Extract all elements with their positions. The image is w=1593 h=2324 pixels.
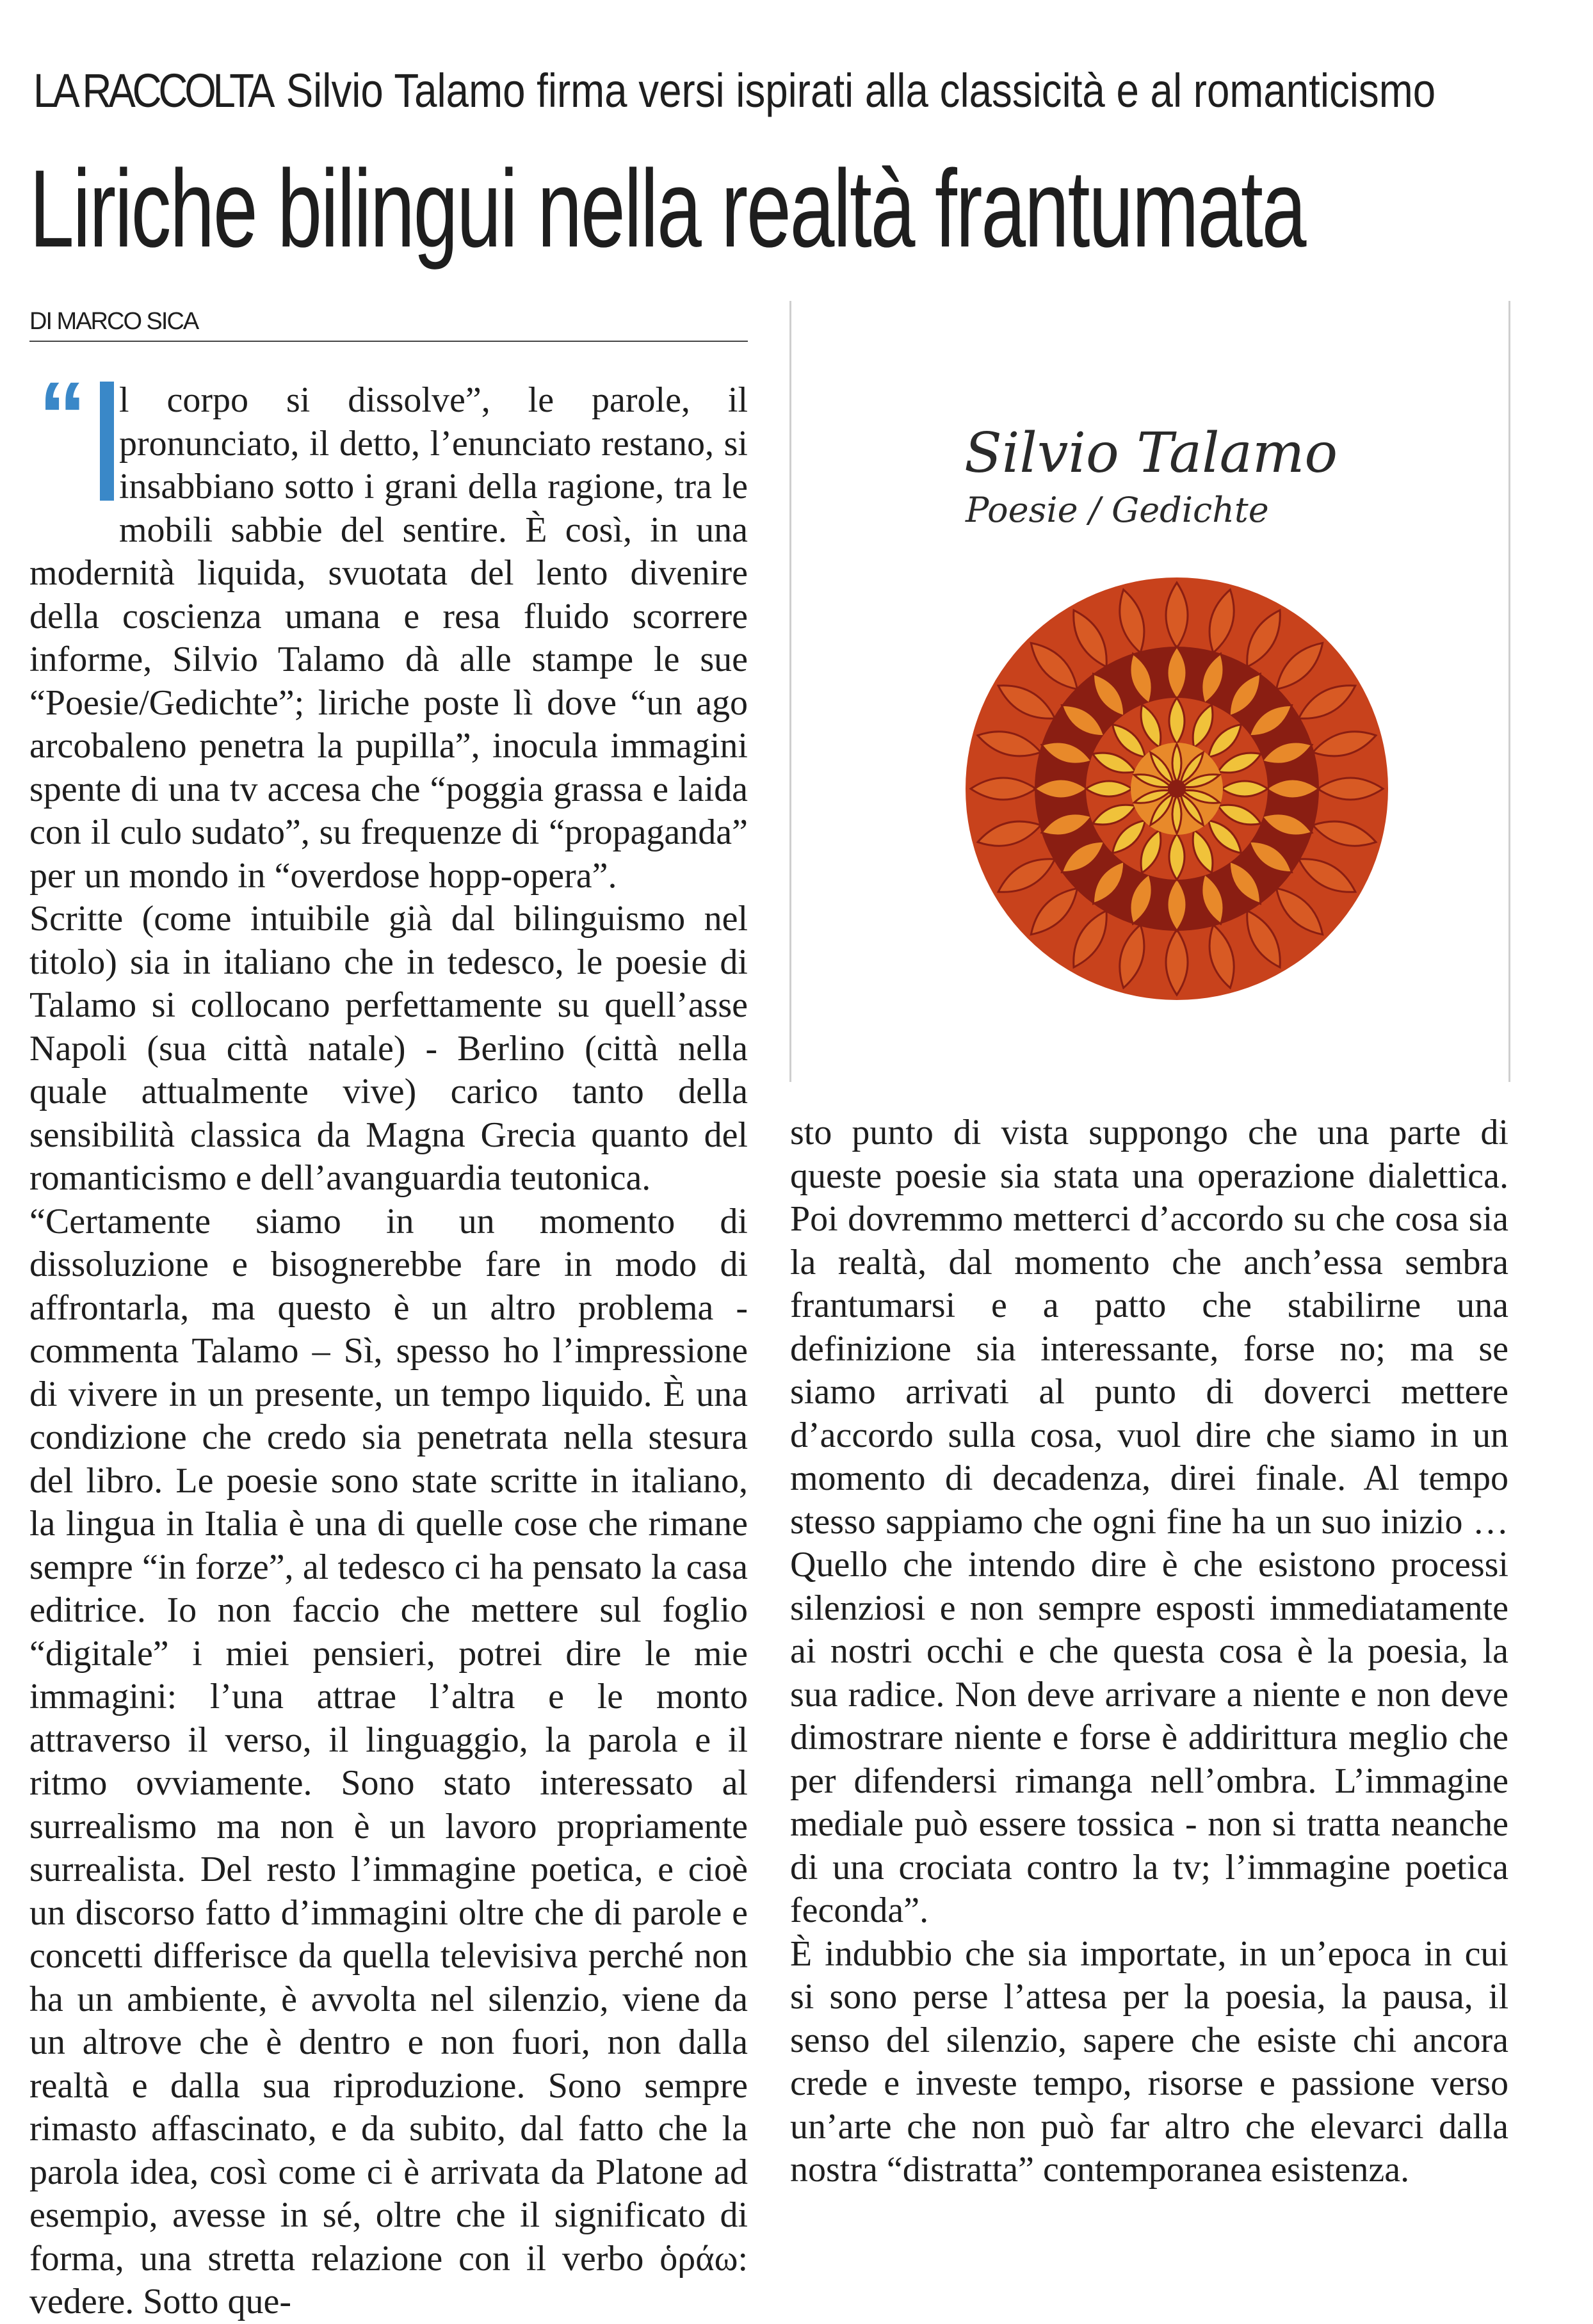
byline-divider xyxy=(29,341,748,342)
article-column-left xyxy=(29,362,748,2324)
mandala-illustration xyxy=(964,576,1389,1001)
open-quote-icon: “ xyxy=(38,362,86,469)
cover-subtitle: Poesie / Gedichte xyxy=(966,490,1269,530)
mandala-petal xyxy=(1172,795,1181,834)
mandala-petal xyxy=(1172,744,1181,782)
paragraph: Scritte (come intuibile già dal bilinguismo nel titolo) sia in italiano che in tedesco, le poesie di Talamo si collocano perfettamente su quell’asse Napoli (sua città natale) - Berlino (città nella quale attualmente vive) carico tanto della sensibilità classica da Magna Grecia quanto del romanticismo e dell’avanguardia teutonica. xyxy=(29,899,748,1198)
kicker-label: LA RACCOLTA xyxy=(33,64,272,117)
headline: Liriche bilingui nella realtà frantumata xyxy=(29,147,1306,270)
book-cover xyxy=(789,301,1510,1082)
kicker-text: Silvio Talamo firma versi ispirati alla classicità e al romanticismo xyxy=(286,64,1436,117)
kicker xyxy=(33,60,1436,122)
paragraph: “Certamente siamo in un momento di dissoluzione e bisognerebbe fare in modo di affrontarla, ma questo è un altro problema - commenta Talamo – Sì, spesso ho l’impressione di vivere in un presente, un tempo liquido. È una condizione che credo sia penetrata nella stesura del libro. Le poesie sono state scritte in italiano, la lingua in Italia è una di quelle cose che rimane sempre “in forze”, al tedesco ci ha pensato la casa editrice. Io non faccio che mettere sul foglio “digitale” i miei pensieri, potrei dire le mie immagini: l’una attrae l’altra e le monto attraverso il verso, il linguaggio, la parola e il ritmo ovviamente. Sono stato interessato al surrealismo ma non è un lavoro propriamente surrealista. Del resto l’immagine poetica, e cioè un discorso fatto d’immagini oltre che di parole e concetti differisce da quella televisiva perché non ha un ambiente, è avvolta nel silenzio, viene da un altrove che è dentro e non fuori, non dalla realtà e dalla sua riproduzione. Sono sempre rimasto affascinato, e da subito, dal fatto che la parola idea, così come ci è arrivata da Platone ad esempio, avesse in sé, oltre che il significato di forma, una stretta relazione con il verbo ὁράω: vedere. Sotto que- xyxy=(29,1201,748,2321)
paragraph: sto punto di vista suppongo che una parte di queste poesie sia stata una operazione dialettica. Poi dovremmo metterci d’accordo su che cosa sia la realtà, dal momento che anch’essa sembra frantumarsi e a patto che stabilirne una definizione sia interessante, forse no; ma se siamo arrivati al punto di doverci mettere d’accordo sulla cosa, vuol dire che siamo in un momento di decadenza, direi finale. Al tempo stesso sappiamo che ogni fine ha un suo inizio … Quello che intendo dire è che esistono processi silenziosi e non sempre esposti immediatamente ai nostri occhi e che questa cosa è la poesia, la sua radice. Non deve arrivare a niente e non deve dimostrare niente e forse è addirittura meglio che per difendersi rimanga nell’ombra. L’immagine mediale può essere tossica - non si tratta neanche di una crociata contro la tv; l’immagine poetica feconda”. xyxy=(790,1113,1508,1930)
drop-cap-bar xyxy=(100,382,114,501)
paragraph: È indubbio che sia importate, in un’epoca in cui si sono perse l’attesa per la poesia, la pausa, il senso del silenzio, sapere che esiste chi ancora crede e investe tempo, risorse e passione verso un’arte che non può far altro che elevarci dalla nostra “distratta” contemporanea esistenza. xyxy=(790,1933,1508,2190)
byline: DI MARCO SICA xyxy=(29,308,198,335)
paragraph: l corpo si dissolve”, le parole, il pronunciato, il detto, l’enunciato restano, si insabbiano sotto i grani della ragione, tra le mobili sabbie del sentire. È così, in una modernità liquida, svuotata del lento divenire della coscienza umana e resa fluido scorrere informe, Silvio Talamo dà alle stampe le sue “Poesie/Gedichte”; liriche poste lì dove “un ago arcobaleno penetra la pupilla”, inocula immagini spente di una tv accesa che “poggia grassa e laida con il culo sudato”, su frequenze di “propaganda” per un mondo in “overdose hopp-opera”. xyxy=(29,380,748,896)
drop-quote xyxy=(29,362,119,510)
article-column-right xyxy=(790,1111,1508,2192)
cover-author: Silvio Talamo xyxy=(964,421,1338,485)
